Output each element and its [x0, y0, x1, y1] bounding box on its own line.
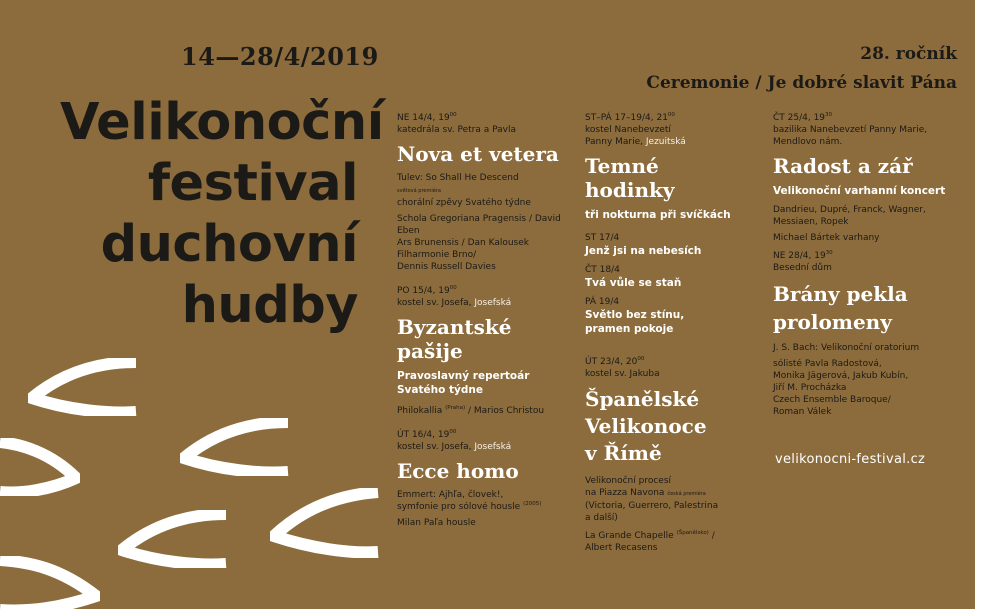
event-date: ČT 18/4: [585, 265, 620, 275]
event-title: Španělské Velikonoce v Římě: [585, 387, 707, 465]
event-venue: bazilika Nanebevzetí Panny Marie,: [773, 125, 928, 135]
event-date: ST 17/4: [585, 233, 620, 243]
page-edge: [975, 0, 981, 609]
event-venue: kostel sv. Josefa, Josefská: [397, 298, 512, 308]
event-work: chorální zpěvy Svatého týdne: [397, 198, 531, 208]
fish-icon: [180, 418, 292, 476]
event-title: Brány pekla prolomeny: [773, 282, 908, 334]
event-work: Velikonoční procesí na Piazza Navona česká premiéra (Victoria, Guerrero, Palestrina a další): [585, 476, 719, 523]
event-date: PÁ 19/4: [585, 297, 620, 307]
event-subtitle: Tvá vůle se staň: [585, 277, 682, 289]
festival-dates: 14—28/4/2019: [181, 42, 379, 71]
event-date: PO 15/4, $19^{00}$: [397, 285, 457, 296]
event-subtitle: tři nokturna při svíčkách: [585, 209, 731, 221]
event-performer: Filharmonie Brno/: [397, 250, 477, 260]
event-venue: Panny Marie, Jezuitská: [585, 137, 686, 147]
event-venue: Besední dům: [773, 263, 832, 273]
edition-number: 28. ročník: [860, 44, 957, 64]
event-venue: Mendlovo nám.: [773, 137, 843, 147]
program-column-3: [773, 112, 963, 422]
festival-title: [60, 92, 384, 336]
event-performer: Philokallia $^{(Praha)}$ / Marios Christou: [397, 405, 545, 416]
event-performer: sólisté Pavla Radostová, Monika Jägerová, Jakub Kubín, Jiří M. Procházka Czech Ensemble Baroque/ Roman Válek: [773, 359, 909, 417]
event-venue: kostel Nanebevzetí: [585, 125, 671, 135]
event-title: Nova et vetera: [397, 142, 559, 166]
event-title: Radost a zář: [773, 154, 913, 178]
event-performer: La Grande Chapelle $^{(Španělsko)}$ / Albert Recasens: [585, 530, 715, 553]
festival-theme: Ceremonie / Je dobré slavit Pána: [646, 73, 957, 93]
event-venue: kostel sv. Josefa, Josefská: [397, 442, 512, 452]
event-title: Temné hodinky: [585, 154, 675, 202]
event-venue: kostel sv. Jakuba: [585, 369, 660, 379]
event-date: ÚT 23/4, $20^{00}$: [585, 356, 645, 367]
event-work: J. S. Bach: Velikonoční oratorium: [773, 343, 920, 353]
program-column-2: [585, 112, 755, 558]
event-title: Ecce homo: [397, 459, 519, 483]
fish-icon: [0, 556, 100, 609]
event-title: Byzantské pašije: [397, 315, 512, 363]
event-performer: Ars Brunensis / Dan Kalousek: [397, 238, 529, 248]
event-subtitle: Pravoslavný repertoár Svatého týdne: [397, 370, 530, 396]
event-performer: Milan Paľa housle: [397, 518, 476, 528]
title-line: hudby: [181, 276, 358, 335]
event-subtitle: Jenž jsi na nebesích: [585, 245, 702, 257]
title-line: Velikonoční: [60, 93, 384, 152]
event-work: Tulev: So Shall He Descend světová premiéra: [397, 173, 519, 194]
event-date: ÚT 16/4, $19^{00}$: [397, 429, 457, 440]
title-line: duchovní: [100, 215, 358, 274]
title-line: festival: [147, 154, 358, 213]
fish-icon: [118, 510, 230, 568]
event-work: Emmert: Ajhľa, človek!, symfonie pro sólové housle $^{(2005)}$: [397, 490, 542, 512]
fish-icon: [28, 358, 140, 416]
event-work: Dandrieu, Dupré, Franck, Wagner, Messiaen, Ropek: [773, 205, 926, 227]
event-date: ST–PÁ 17–19/4, $21^{00}$: [585, 112, 675, 123]
event-date: NE 28/4, $19^{30}$: [773, 250, 833, 261]
event-performer: Dennis Russell Davies: [397, 262, 496, 272]
fish-icon: [270, 488, 382, 558]
event-date: NE 14/4, $19^{00}$: [397, 112, 457, 123]
event-venue: katedrála sv. Petra a Pavla: [397, 125, 516, 135]
event-subtitle: Velikonoční varhanní koncert: [773, 185, 946, 197]
event-performer: Schola Gregoriana Pragensis / David Eben: [397, 214, 561, 236]
festival-website-link[interactable]: velikonocni-festival.cz: [775, 452, 926, 467]
event-subtitle: Světlo bez stínu, pramen pokoje: [585, 309, 685, 335]
program-column-1: [397, 112, 562, 533]
event-performer: Michael Bártek varhany: [773, 233, 880, 243]
event-date: ČT 25/4, $19^{30}$: [773, 112, 833, 123]
fish-icon: [0, 438, 80, 496]
